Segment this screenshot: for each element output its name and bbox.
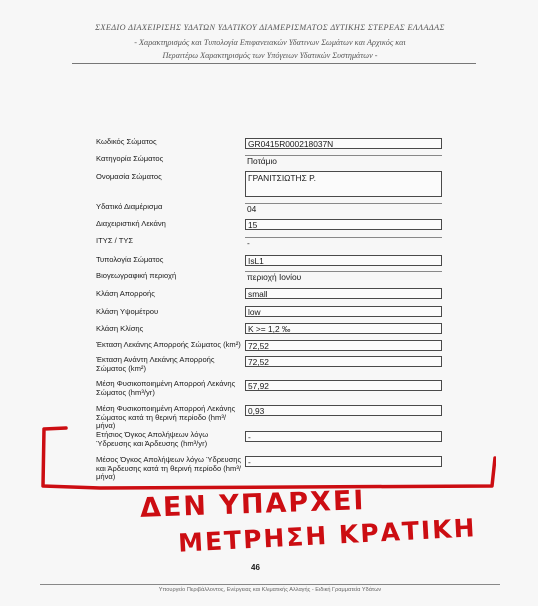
row-value: 72,52 [245,340,442,351]
header-line-2: - Χαρακτηρισμός και Τυπολογία Επιφανειακών Υδατινων Σωμάτων και Αρχικός και [134,38,406,47]
row-label: Μέση Φυσικοποιημένη Απορροή Λεκάνης Σώματος κατά τη θερινή περίοδο (hm³/μήνα) [96,404,236,431]
row-value: 72,52 [245,356,442,367]
row-value: 04 [245,203,442,214]
row-label: Έκταση Ανάντη Λεκάνης Απορροής Σώματος (km²) [96,355,215,373]
row-label: Βιογεωγραφική περιοχή [96,271,177,280]
row-value: low [245,306,442,317]
page-number: 46 [251,563,260,572]
row-value: - [245,431,442,442]
row-value: - [245,237,442,248]
row-label: Μέση Φυσικοποιημένη Απορροή Λεκάνης Σώματος (hm³/yr) [96,379,236,397]
row-label: Μέσος Όγκος Απολήψεων λόγω Ύδρευσης και Άρδευσης κατά τη θερινή περίοδο (hm³/μήνα) [96,455,242,482]
row-value: IsL1 [245,255,442,266]
row-label: Κλάση Απορροής [96,289,155,298]
row-value: 57,92 [245,380,442,391]
red-annotation-bracket [40,424,496,490]
row-label: Τυπολογία Σώματος [96,255,164,264]
row-label: ΙΤΥΣ / ΤΥΣ [96,236,134,245]
row-value: ΓΡΑΝΙΤΣΙΩΤΗΣ Ρ. [245,171,442,197]
row-label: Κατηγορία Σώματος [96,154,164,163]
row-value: 15 [245,219,442,230]
row-value: GR0415R000218037N [245,138,442,149]
row-value: - [245,456,442,467]
row-value: περιοχή Ιονίου [245,271,442,282]
header-rule [72,63,476,64]
row-label: Υδατικό Διαμέρισμα [96,202,163,211]
row-value: 0,93 [245,405,442,416]
header-line-1: ΣΧΕΔΙΟ ΔΙΑΧΕΙΡΙΣΗΣ ΥΔΑΤΩΝ ΥΔΑΤΙΚΟΥ ΔΙΑΜΕΡΙΣΜΑΤΟΣ ΔΥΤΙΚΗΣ ΣΤΕΡΕΑΣ ΕΛΛΑΔΑΣ [95,23,445,32]
row-label: Κλάση Κλίσης [96,324,144,333]
row-label: Έκταση Λεκάνης Απορροής Σώματος (km²) [96,340,241,349]
row-label: Κωδικός Σώματος [96,137,157,146]
header-line-3: Περαιτέρω Χαρακτηρισμός των Υπόγειων Υδατικών Συστημάτων - [162,51,378,60]
page-footer: Υπουργείο Περιβάλλοντος, Ενέργειας και Κλιματικής Αλλαγής - Ειδική Γραμματεία Υδάτων [158,587,382,593]
row-value: K >= 1,2 ‰ [245,323,442,334]
row-value: small [245,288,442,299]
row-label: Ονομασία Σώματος [96,172,162,181]
row-label: Κλάση Υψομέτρου [96,307,159,316]
row-value: Ποτάμιο [245,155,442,166]
handwritten-note-line-2: ΜΕΤΡΗΣΗ ΚΡΑΤΙΚΗ [177,513,478,558]
footer-rule [40,584,500,585]
handwritten-note-line-1: ΔΕΝ ΥΠΑΡΧΕΙ [139,485,366,524]
row-label: Διαχειριστική Λεκάνη [96,219,166,228]
row-label: Ετήσιος Όγκος Απολήψεων λόγω Ύδρευσης και Άρδευσης (hm³/yr) [96,430,209,448]
